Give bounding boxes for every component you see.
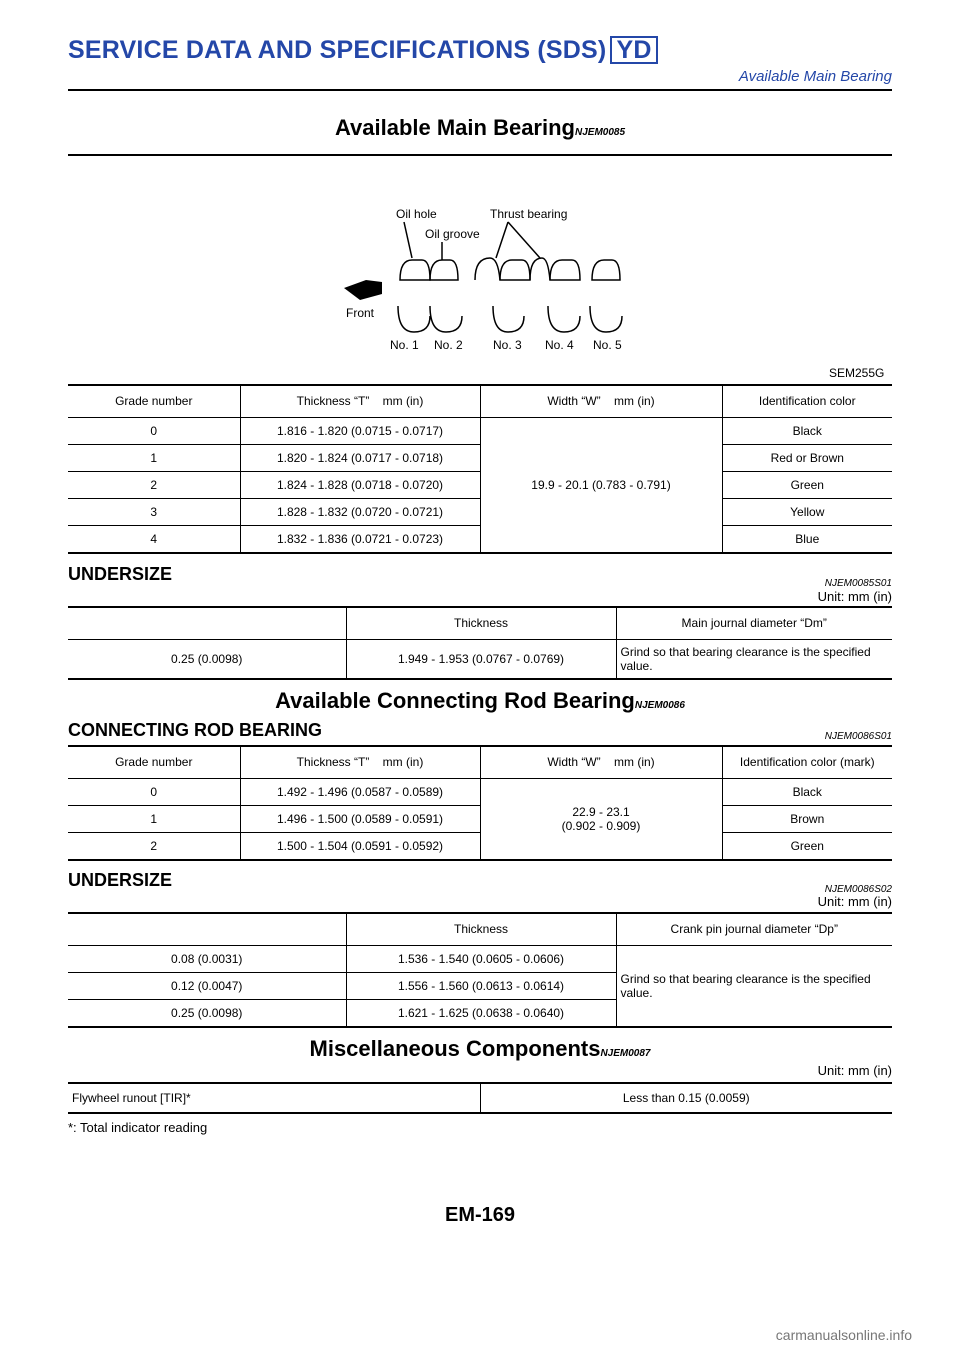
front-arrow-icon [344,280,382,300]
size-cell: 0.12 (0.0047) [68,972,346,999]
label-front: Front [346,306,375,320]
main-undersize-code: NJEM0085S01 [824,578,892,589]
color-cell: Green [722,471,892,498]
color-cell: Green [722,832,892,860]
main-bearing-table [68,384,892,554]
color-cell: Brown [722,805,892,832]
watermark: carmanualsonline.info [775,1327,912,1343]
misc-heading [68,1036,892,1062]
thickness-cell: 1.828 - 1.832 (0.0720 - 0.0721) [240,498,480,525]
size-cell: 0.25 (0.0098) [68,999,346,1027]
thickness-cell: 1.621 - 1.625 (0.0638 - 0.0640) [346,999,616,1027]
label-no5: No. 5 [593,338,622,352]
label-no1: No. 1 [390,338,419,352]
label-oil-groove: Oil groove [425,227,480,241]
grade-cell: 1 [68,444,240,471]
col-grade: Grade number [68,385,240,417]
table-header-row [68,385,892,417]
table-row [68,639,892,679]
col-size [68,607,346,639]
grade-cell: 1 [68,805,240,832]
thickness-cell: 1.492 - 1.496 (0.0587 - 0.0589) [240,778,480,805]
thickness-cell: 1.949 - 1.953 (0.0767 - 0.0769) [346,639,616,679]
note-cell: Grind so that bearing clearance is the specified value. [616,945,892,1027]
col-thickness: Thickness “T” mm (in) [240,385,480,417]
value-cell: Less than 0.15 (0.0059) [480,1083,892,1113]
conrod-table [68,745,892,861]
size-cell: 0.08 (0.0031) [68,945,346,972]
col-diameter: Crank pin journal diameter “Dp” [616,913,892,945]
col-size [68,913,346,945]
table-row [68,417,892,444]
main-bearing-heading [68,115,892,141]
main-undersize-heading: UNDERSIZE [68,564,173,584]
table-header-row [68,913,892,945]
conrod-undersize-unit: Unit: mm (in) [817,894,892,909]
table-row [68,778,892,805]
color-cell: Red or Brown [722,444,892,471]
table-header-row [68,607,892,639]
lower-shells [398,306,622,332]
conrod-subcode: NJEM0086S01 [824,731,892,742]
table-row [68,945,892,972]
conrod-undersize-heading: UNDERSIZE [68,870,173,890]
conrod-subheading: CONNECTING ROD BEARING [68,720,323,740]
misc-unit: Unit: mm (in) [817,1063,892,1078]
conrod-title: Available Connecting Rod Bearing [275,688,635,713]
color-cell: Black [722,778,892,805]
misc-title: Miscellaneous Components [309,1036,601,1061]
note-cell: Grind so that bearing clearance is the specified value. [616,639,892,679]
thickness-cell: 1.824 - 1.828 (0.0718 - 0.0720) [240,471,480,498]
width-line1: 22.9 - 23.1 [572,804,630,819]
label-oil-hole: Oil hole [396,207,437,221]
grade-cell: 4 [68,525,240,553]
label-no4: No. 4 [545,338,574,352]
table-header-row [68,746,892,778]
thickness-cell: 1.820 - 1.824 (0.0717 - 0.0718) [240,444,480,471]
col-color: Identification color (mark) [722,746,892,778]
grade-cell: 0 [68,417,240,444]
label-no2: No. 2 [434,338,463,352]
main-bearing-rule [68,154,892,156]
label-thrust-bearing: Thrust bearing [490,207,568,221]
thickness-cell: 1.816 - 1.820 (0.0715 - 0.0717) [240,417,480,444]
col-width: Width “W” mm (in) [480,746,722,778]
grade-cell: 3 [68,498,240,525]
conrod-code: NJEM0086 [634,700,685,711]
width-line2: (0.902 - 0.909) [561,818,641,833]
section-title-text: SERVICE DATA AND SPECIFICATIONS (SDS) [68,36,607,64]
col-thickness: Thickness [346,607,616,639]
main-undersize-table [68,606,892,680]
color-cell: Yellow [722,498,892,525]
main-bearing-diagram [330,198,650,358]
size-cell: 0.25 (0.0098) [68,639,346,679]
upper-shells [400,258,620,280]
label-cell: Flywheel runout [TIR]* [68,1083,480,1113]
section-subtitle: Available Main Bearing [738,68,892,85]
width-cell: 19.9 - 20.1 (0.783 - 0.791) [480,417,722,553]
grade-cell: 2 [68,832,240,860]
thickness-cell: 1.556 - 1.560 (0.0613 - 0.0614) [346,972,616,999]
grade-cell: 0 [68,778,240,805]
col-color: Identification color [722,385,892,417]
thickness-cell: 1.500 - 1.504 (0.0591 - 0.0592) [240,832,480,860]
table-row [68,1083,892,1113]
misc-table [68,1082,892,1114]
page-number: EM-169 [444,1204,516,1226]
label-no3: No. 3 [493,338,522,352]
conrod-undersize-code: NJEM0086S02 [824,884,892,895]
col-thickness: Thickness [346,913,616,945]
main-bearing-title: Available Main Bearing [334,115,575,140]
color-cell: Blue [722,525,892,553]
conrod-undersize-table [68,912,892,1028]
thickness-cell: 1.832 - 1.836 (0.0721 - 0.0723) [240,525,480,553]
col-diameter: Main journal diameter “Dm” [616,607,892,639]
col-grade: Grade number [68,746,240,778]
grade-cell: 2 [68,471,240,498]
conrod-heading [68,688,892,714]
footnote: *: Total indicator reading [68,1120,208,1135]
width-cell [480,778,722,860]
thickness-cell: 1.536 - 1.540 (0.0605 - 0.0606) [346,945,616,972]
engine-badge: YD [610,36,657,64]
figure-id: SEM255G [829,366,885,380]
misc-code: NJEM0087 [600,1048,651,1059]
section-title [68,36,658,65]
col-width: Width “W” mm (in) [480,385,722,417]
header-rule [68,89,892,91]
main-bearing-code: NJEM0085 [575,127,626,138]
col-thickness: Thickness “T” mm (in) [240,746,480,778]
thickness-cell: 1.496 - 1.500 (0.0589 - 0.0591) [240,805,480,832]
color-cell: Black [722,417,892,444]
main-undersize-unit: Unit: mm (in) [817,589,892,604]
